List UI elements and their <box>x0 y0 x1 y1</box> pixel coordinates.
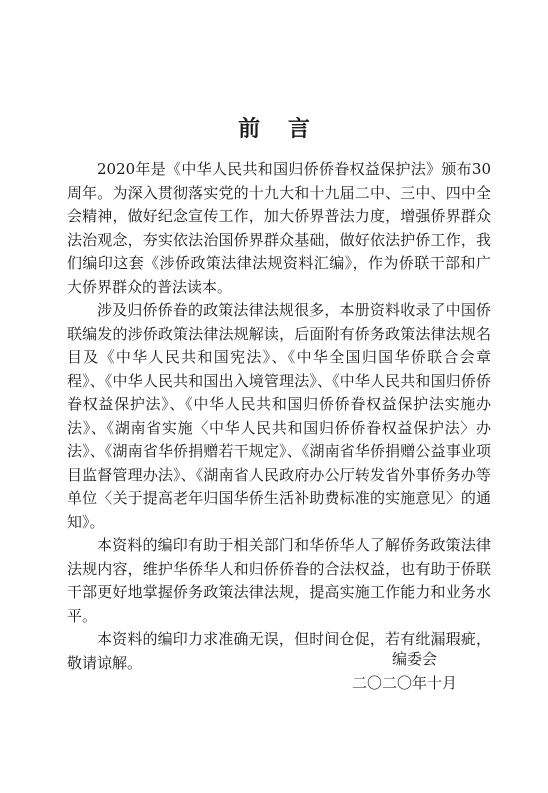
page-title: 前 言 <box>238 117 320 142</box>
paragraph-purpose: 本资料的编印有助于相关部门和华侨华人了解侨务政策法律法规内容，维护华侨华人和归侨侨眷的合法权益，也有助于侨联干部更好地掌握侨务政策法律法规，提高实施工作能力和业务水平。 <box>67 536 491 625</box>
paragraph-contents: 涉及归侨侨眷的政策法律法规很多，本册资料收录了中国侨联编发的涉侨政策法律法规解读，后面附有侨务政策法律法规名目及《中华人民共和国宪法》、《中华全国归国华侨联合会章程》、《中华人民共和国出入境管理法》、《中华人民共和国归侨侨眷权益保护法》、《中华人民共和国归侨侨眷权益保护法实施办法》、《湖南省实施〈中华人民共和国归侨侨眷权益保护法〉办法》、《湖南省华侨捐赠若干规定》、《湖南省华侨捐赠公益事业项目监督管理办法》、《湖南省人民政府办公厅转发省外事侨务办等单位〈关于提高老年归国华侨生活补助费标准的实施意见〉的通知》。 <box>67 301 491 531</box>
signature-date: 二〇二〇年十月 <box>352 674 458 692</box>
paragraph-disclaimer: 本资料的编印力求准确无误，但时间仓促，若有纰漏瑕疵，敬请谅解。 <box>67 630 491 672</box>
paragraph-anniversary: 2020年是《中华人民共和国归侨侨眷权益保护法》颁布30周年。为深入贯彻落实党的十九大和十九届二中、三中、四中全会精神，做好纪念宣传工作，加大侨界普法力度，增强侨界群众法治观念，夯实依法治国侨界群众基础，做好依法护侨工作，我们编印这套《涉侨政策法律法规资料汇编》，作为侨联干部和广大侨界群众的普法读本。 <box>67 160 491 296</box>
preface-body <box>67 158 491 675</box>
signature-organization: 编委会 <box>392 650 438 668</box>
